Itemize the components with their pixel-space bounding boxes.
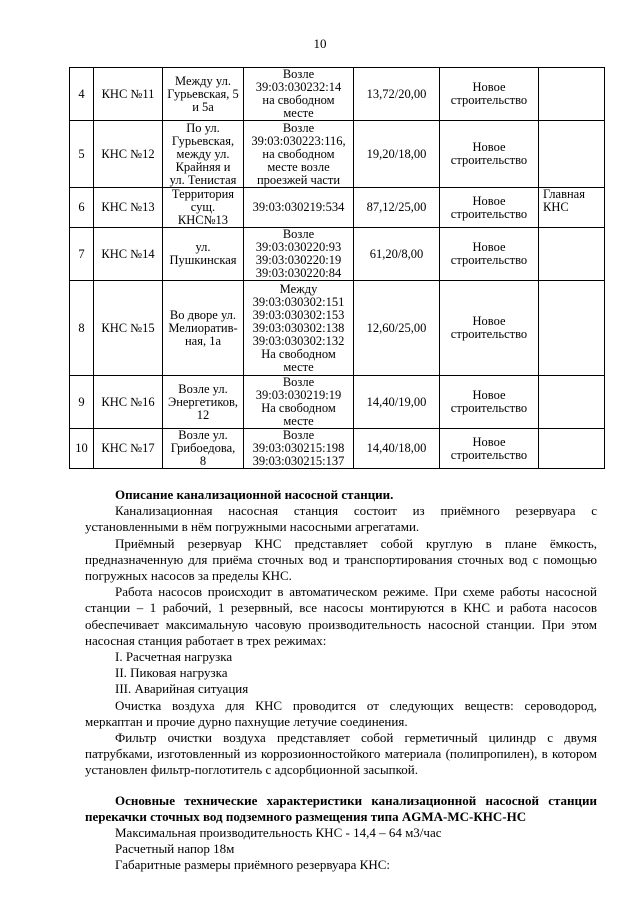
cell-note: Главная КНС [539, 188, 605, 228]
table-row [70, 376, 605, 429]
cell-status: Новое строительство [440, 121, 539, 188]
cell-note [539, 68, 605, 121]
table-row [70, 68, 605, 121]
paragraph: Приёмный резервуар КНС представляет собой круглую в плане ёмкость, предназначенную для приёма сточных вод и транспортирования сточных вод с помощью погружных насосов за пределы КНС. [85, 535, 597, 584]
cell-name: КНС №13 [94, 188, 163, 228]
cell-cadastre: 39:03:030219:534 [244, 188, 354, 228]
cell-note [539, 228, 605, 281]
cell-cadastre: Возле 39:03:030219:19 На свободном месте [244, 376, 354, 429]
cell-location: Возле ул. Грибоедова, 8 [163, 429, 244, 469]
section-heading: Основные технические характеристики канализационной насосной станции перекачки сточных вод подземного размещения типа AGMA-MC-КНС-НС [85, 792, 597, 824]
cell-cadastre: Между 39:03:030302:151 39:03:030302:153 39:03:030302:138 39:03:030302:132 На свободном месте [244, 281, 354, 376]
cell-capacity: 14,40/18,00 [354, 429, 440, 469]
cell-capacity: 19,20/18,00 [354, 121, 440, 188]
cell-name: КНС №17 [94, 429, 163, 469]
mode-item: III. Аварийная ситуация [115, 681, 249, 697]
cell-cadastre: Возле 39:03:030232:14 на свободном месте [244, 68, 354, 121]
cell-location: Возле ул. Энергетиков, 12 [163, 376, 244, 429]
spec-line: Расчетный напор 18м [115, 841, 235, 857]
cell-num: 7 [70, 228, 94, 281]
table-row [70, 188, 605, 228]
cell-location: Между ул. Гурьевская, 5 и 5а [163, 68, 244, 121]
cell-num: 9 [70, 376, 94, 429]
mode-item: I. Расчетная нагрузка [115, 649, 233, 665]
table-row [70, 121, 605, 188]
cell-note [539, 376, 605, 429]
cell-num: 6 [70, 188, 94, 228]
cell-location: Территория сущ. КНС№13 [163, 188, 244, 228]
mode-item: II. Пиковая нагрузка [115, 665, 228, 681]
cell-status: Новое строительство [440, 188, 539, 228]
stations-table-body [70, 68, 605, 469]
cell-name: КНС №14 [94, 228, 163, 281]
cell-status: Новое строительство [440, 228, 539, 281]
cell-name: КНС №15 [94, 281, 163, 376]
page-number: 10 [313, 36, 327, 51]
table-row [70, 281, 605, 376]
body-text [85, 487, 597, 874]
table-row [70, 429, 605, 469]
cell-note [539, 429, 605, 469]
cell-location: Во дворе ул. Мелиоратив- ная, 1а [163, 281, 244, 376]
cell-capacity: 61,20/8,00 [354, 228, 440, 281]
cell-name: КНС №16 [94, 376, 163, 429]
paragraph: Работа насосов происходит в автоматическом режиме. При схеме работы насосной станции – 1 рабочий, 1 резервный, все насосы монтируются в КНС и работа насосов обеспечивает максимальную часовую производительность насосной станции. При этом насосная станция работает в трех режимах: [85, 584, 597, 648]
cell-note [539, 121, 605, 188]
cell-name: КНС №12 [94, 121, 163, 188]
cell-status: Новое строительство [440, 376, 539, 429]
cell-cadastre: Возле 39:03:030223:116, на свободном месте возле проезжей части [244, 121, 354, 188]
cell-name: КНС №11 [94, 68, 163, 121]
cell-capacity: 13,72/20,00 [354, 68, 440, 121]
cell-status: Новое строительство [440, 68, 539, 121]
cell-status: Новое строительство [440, 281, 539, 376]
table-row [70, 228, 605, 281]
cell-note [539, 281, 605, 376]
cell-num: 8 [70, 281, 94, 376]
cell-location: По ул. Гурьевская, между ул. Крайняя и ул. Тенистая [163, 121, 244, 188]
spec-line: Габаритные размеры приёмного резервуара КНС: [115, 857, 391, 873]
spec-line: Максимальная производительность КНС - 14,4 – 64 м3/час [115, 825, 442, 841]
stations-table [69, 67, 605, 469]
cell-status: Новое строительство [440, 429, 539, 469]
cell-cadastre: Возле 39:03:030215:198 39:03:030215:137 [244, 429, 354, 469]
paragraph: Фильтр очистки воздуха представляет собой герметичный цилиндр с двумя патрубками, изготовленный из коррозионностойкого материала (полипропилен), в котором установлен фильтр-поглотитель с адсорбционной засыпкой. [85, 730, 597, 778]
section-heading: Описание канализационной насосной станции. [115, 487, 394, 502]
cell-num: 4 [70, 68, 94, 121]
cell-num: 10 [70, 429, 94, 469]
cell-num: 5 [70, 121, 94, 188]
cell-cadastre: Возле 39:03:030220:93 39:03:030220:19 39:03:030220:84 [244, 228, 354, 281]
paragraph: Канализационная насосная станция состоит из приёмного резервуара с установленными в нём погружными насосными агрегатами. [85, 503, 597, 535]
paragraph: Очистка воздуха для КНС проводится от следующих веществ: сероводород, меркаптан и прочие дурно пахнущие летучие соединения. [85, 697, 597, 729]
cell-capacity: 87,12/25,00 [354, 188, 440, 228]
cell-location: ул. Пушкинская [163, 228, 244, 281]
cell-capacity: 14,40/19,00 [354, 376, 440, 429]
cell-capacity: 12,60/25,00 [354, 281, 440, 376]
